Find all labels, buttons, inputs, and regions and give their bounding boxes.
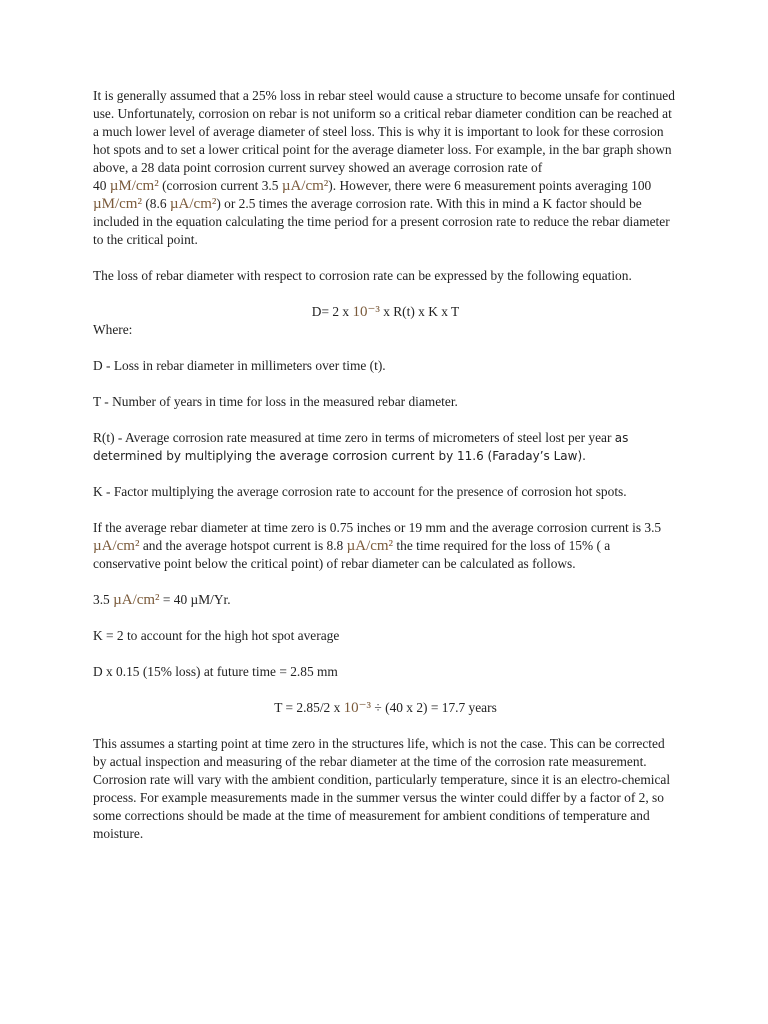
where-label: Where: <box>93 322 133 337</box>
equation-diameter-loss <box>93 303 678 321</box>
paragraph-text: the time required for the loss of 15% ( a conservative point below the critical point) of rebar diameter can be calculated as follows. <box>93 538 611 571</box>
equation-text: D= 2 x <box>311 304 353 319</box>
definition-t: T - Number of years in time for loss in the measured rebar diameter. <box>93 394 458 409</box>
unit-label: µA/cm² <box>346 538 394 554</box>
paragraph-example <box>93 519 678 573</box>
calc-text: 3.5 <box>93 592 114 607</box>
equation-text: ÷ (40 x 2) = 17.7 years <box>371 700 497 715</box>
paragraph-text: (8.6 <box>141 196 170 211</box>
calc-line-d: D x 0.15 (15% loss) at future time = 2.85 mm <box>93 664 338 679</box>
paragraph-conclusion: This assumes a starting point at time zero in the structures life, which is not the case. This can be corrected by actual inspection and measuring of the rebar diameter at the time of the corrosion rate measurement. Corrosion rate will vary with the ambient condition, particularly temperature, since it is an electro-chemical process. For example measurements made in the summer versus the winter could differ by a factor of 2, so some corrections should be made at the time of measurement for ambient conditions of temperature and moisture. <box>93 736 671 841</box>
equation-text: x R(t) x K x T <box>379 304 460 319</box>
unit-label: µA/cm² <box>93 538 140 554</box>
definition-r <box>93 429 678 465</box>
definition-text: R(t) - Average corrosion rate measured at time zero in terms of micrometers of steel lost per year <box>93 430 615 445</box>
document-page <box>93 87 678 843</box>
definition-k: K - Factor multiplying the average corrosion rate to account for the presence of corrosion hot spots. <box>93 484 627 499</box>
paragraph-text: (corrosion current 3.5 <box>158 178 282 193</box>
unit-label: µA/cm² <box>281 178 329 194</box>
paragraph-text: 40 <box>93 178 110 193</box>
paragraph-equation-intro: The loss of rebar diameter with respect to corrosion rate can be expressed by the following equation. <box>93 268 632 283</box>
unit-label: µM/cm² <box>109 178 159 194</box>
paragraph-text: ). However, there were 6 measurement points averaging 100 <box>328 178 652 193</box>
equation-time <box>93 699 678 717</box>
calc-text: = 40 µM/Yr. <box>159 592 231 607</box>
paragraph-text: ) or 2.5 times the average corrosion rate. With this in mind a K factor should be included in the equation calculating the time period for a present corrosion rate to reduce the rebar diameter to the critical point. <box>93 196 670 247</box>
unit-label: µA/cm² <box>113 592 160 608</box>
paragraph-text: It is generally assumed that a 25% loss in rebar steel would cause a structure to become unsafe for continued use. Unfortunately, corrosion on rebar is not uniform so a critical rebar diameter condition can be reached at a much lower level of average diameter of steel loss. This is why it is important to look for these corrosion hot spots and to set a lower critical point for the average diameter loss. For example, in the bar graph shown above, a 28 data point corrosion current survey showed an average corrosion rate of <box>93 88 675 175</box>
paragraph-critical-loss <box>93 87 678 249</box>
paragraph-text: and the average hotspot current is 8.8 <box>139 538 347 553</box>
unit-label: µA/cm² <box>169 196 217 212</box>
definition-d: D - Loss in rebar diameter in millimeters over time (t). <box>93 358 386 373</box>
calc-line-rate <box>93 591 678 609</box>
paragraph-text: If the average rebar diameter at time zero is 0.75 inches or 19 mm and the average corrosion current is 3.5 <box>93 520 662 535</box>
calc-line-k: K = 2 to account for the high hot spot average <box>93 628 340 643</box>
equation-text: T = 2.85/2 x <box>274 700 344 715</box>
exponent-term: 10⁻³ <box>352 304 380 320</box>
exponent-term: 10⁻³ <box>343 700 372 716</box>
definition-text: as determined by multiplying the average corrosion current by 11.6 (Faraday’s Law). <box>93 431 629 463</box>
unit-label: µM/cm² <box>93 196 142 212</box>
